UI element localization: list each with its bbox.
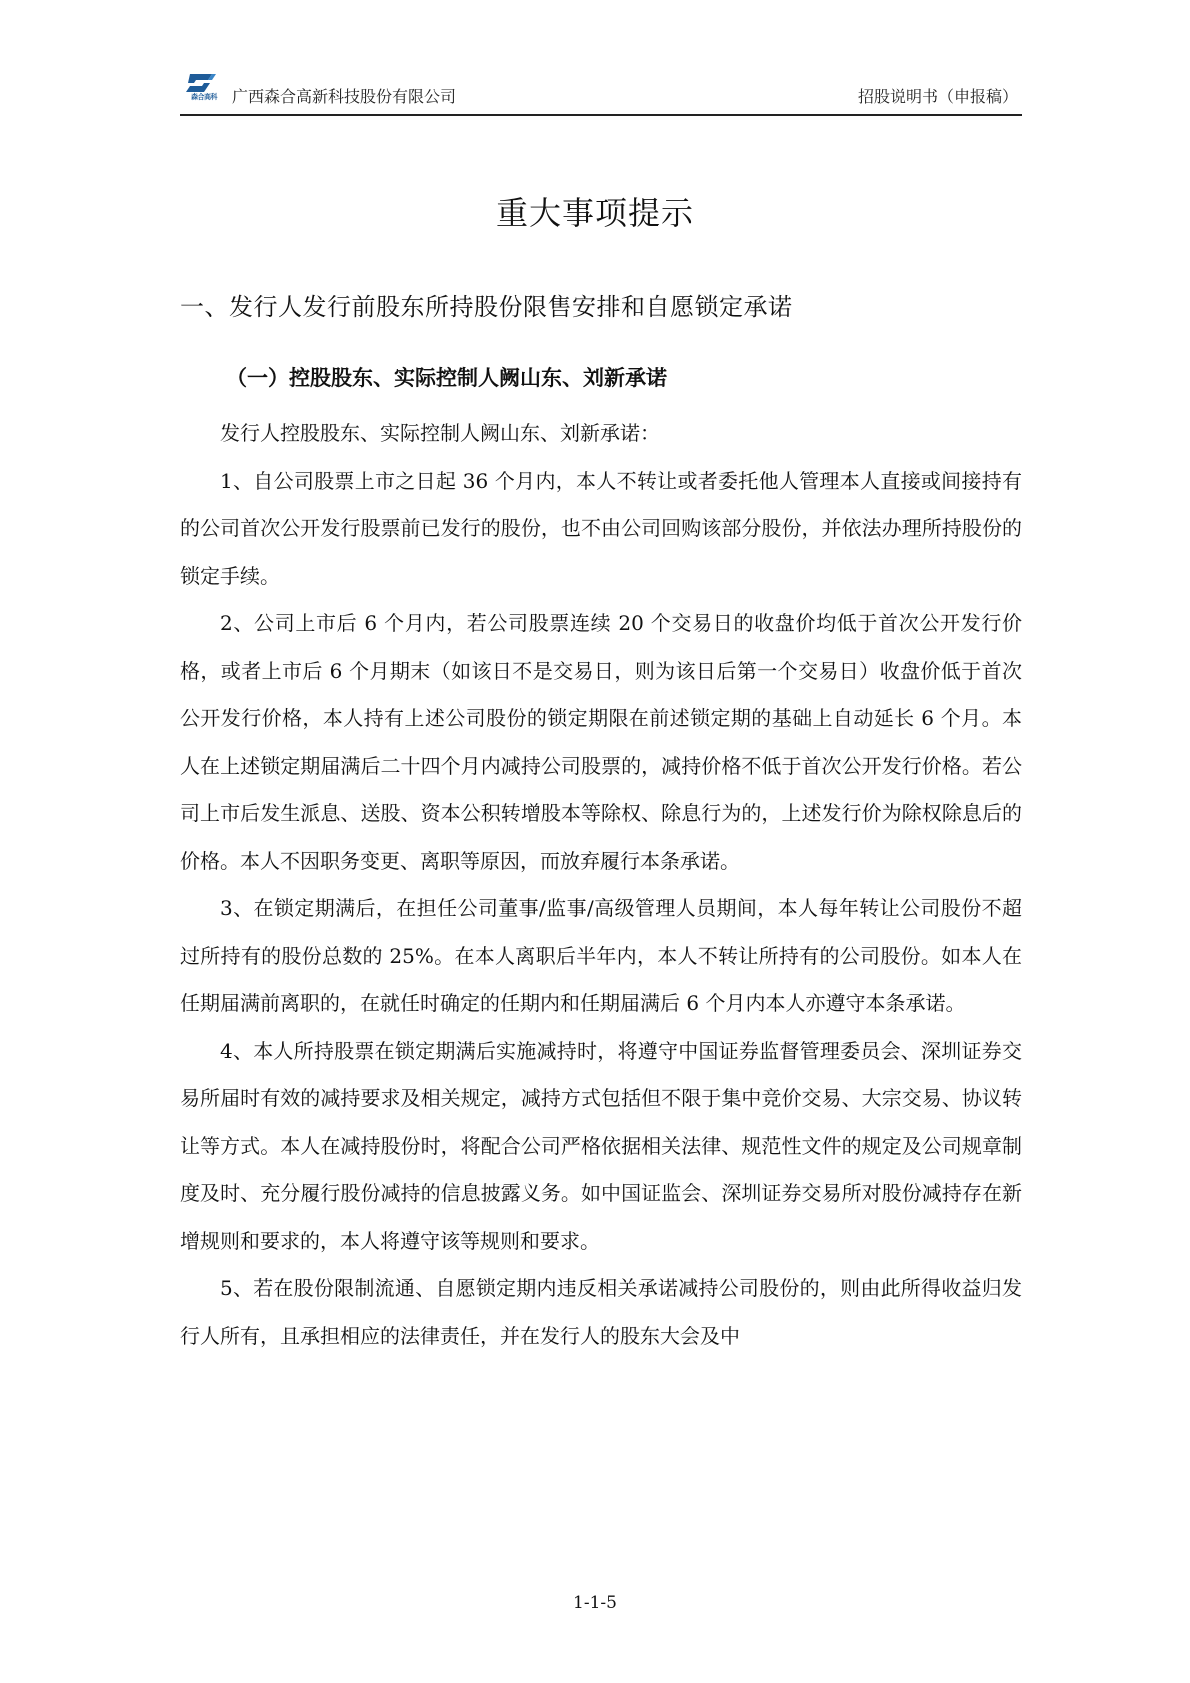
- document-type: 招股说明书（申报稿）: [857, 87, 1018, 106]
- page-number: 1-1-5: [573, 1593, 617, 1613]
- company-name: 广西森合高新科技股份有限公司: [232, 87, 457, 106]
- paragraph-intro: 发行人控股股东、实际控制人阙山东、刘新承诺：: [220, 421, 660, 445]
- logo-text: 森合高科: [191, 93, 217, 101]
- body-text: [180, 410, 1022, 1360]
- paragraph-5: 5、若在股份限制流通、自愿锁定期内违反相关承诺减持公司股份的，则由此所得收益归发行人所有，且承担相应的法律责任，并在发行人的股东大会及中: [180, 1276, 1022, 1348]
- page-header: [180, 78, 1022, 116]
- paragraph-3: 3、在锁定期满后，在担任公司董事/监事/高级管理人员期间，本人每年转让公司股份不超过所持有的股份总数的 25%。在本人离职后半年内，本人不转让所持有的公司股份。如本人在任期届满前离职的，在就任时确定的任期内和任期届满后 6 个月内本人亦遵守本条承诺。: [180, 896, 1022, 1015]
- company-logo: [182, 70, 226, 110]
- paragraph-2: 2、公司上市后 6 个月内，若公司股票连续 20 个交易日的收盘价均低于首次公开发行价格，或者上市后 6 个月期末（如该日不是交易日，则为该日后第一个交易日）收盘价低于首次公开发行价格，本人持有上述公司股份的锁定期限在前述锁定期的基础上自动延长 6 个月。本人在上述锁定期届满后二十四个月内减持公司股票的，减持价格不低于首次公开发行价格。若公司上市后发生派息、送股、资本公积转增股本等除权、除息行为的，上述发行价为除权除息后的价格。本人不因职务变更、离职等原因，而放弃履行本条承诺。: [180, 611, 1022, 873]
- subsection-heading: （一）控股股东、实际控制人阙山东、刘新承诺: [226, 366, 667, 390]
- paragraph-1: 1、自公司股票上市之日起 36 个月内，本人不转让或者委托他人管理本人直接或间接持有的公司首次公开发行股票前已发行的股份，也不由公司回购该部分股份，并依法办理所持股份的锁定手续。: [180, 468, 1022, 588]
- section-heading: 一、发行人发行前股东所持股份限售安排和自愿锁定承诺: [180, 293, 793, 321]
- paragraph-4: 4、本人所持股票在锁定期满后实施减持时，将遵守中国证券监督管理委员会、深圳证券交易所届时有效的减持要求及相关规定，减持方式包括但不限于集中竞价交易、大宗交易、协议转让等方式。本人在减持股份时，将配合公司严格依据相关法律、规范性文件的规定及公司规章制度及时、充分履行股份减持的信息披露义务。如中国证监会、深圳证券交易所对股份减持存在新增规则和要求的，本人将遵守该等规则和要求。: [180, 1038, 1022, 1253]
- page-title: 重大事项提示: [495, 194, 694, 232]
